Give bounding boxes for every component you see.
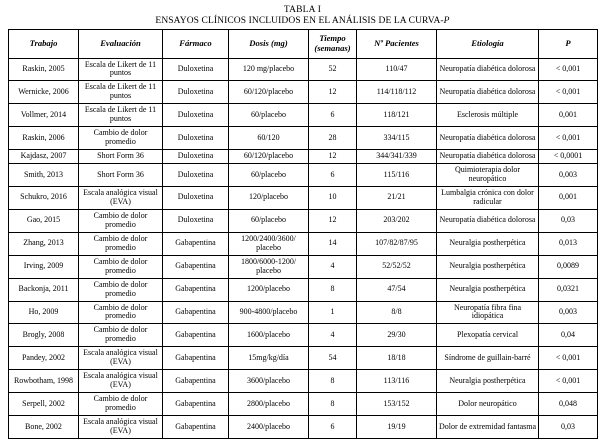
cell-evaluacion: Cambio de dolor promedio (79, 255, 163, 278)
cell-farmaco: Gabapentina (163, 416, 229, 439)
cell-dosis: 60/120/placebo (229, 150, 309, 164)
cell-evaluacion: Cambio de dolor promedio (79, 324, 163, 347)
cell-evaluacion: Escala de Likert de 11 puntos (79, 81, 163, 104)
cell-trabajo: Raskin, 2006 (9, 127, 79, 150)
cell-dosis: 60/120 (229, 127, 309, 150)
cell-etiologia: Quimioterapia dolor neuropático (437, 164, 539, 187)
cell-etiologia: Lumbalgia crónica con dolor radicular (437, 186, 539, 209)
cell-etiologia: Neuropatía diabética dolorosa (437, 81, 539, 104)
cell-p: < 0,001 (539, 370, 598, 393)
cell-dosis: 120 mg/placebo (229, 58, 309, 81)
cell-tiempo: 52 (309, 58, 357, 81)
cell-evaluacion: Cambio de dolor promedio (79, 232, 163, 255)
cell-tiempo: 12 (309, 81, 357, 104)
cell-etiologia: Neuralgia postherpética (437, 255, 539, 278)
cell-pacientes: 18/18 (357, 347, 437, 370)
cell-etiologia: Plexopatía cervical (437, 324, 539, 347)
cell-farmaco: Gabapentina (163, 278, 229, 301)
column-header-trabajo: Trabajo (9, 30, 79, 58)
cell-trabajo: Raskin, 2005 (9, 58, 79, 81)
cell-pacientes: 203/202 (357, 209, 437, 232)
cell-evaluacion: Short Form 36 (79, 164, 163, 187)
table-row (9, 232, 598, 255)
cell-etiologia: Neuralgia postherpética (437, 278, 539, 301)
cell-p: 0,0321 (539, 278, 598, 301)
cell-etiologia: Síndrome de guillain-barré (437, 347, 539, 370)
cell-etiologia: Dolor neuropático (437, 393, 539, 416)
cell-evaluacion: Escala de Likert de 11 puntos (79, 104, 163, 127)
cell-trabajo: Backonja, 2011 (9, 278, 79, 301)
cell-pacientes: 153/152 (357, 393, 437, 416)
cell-dosis: 120/placebo (229, 186, 309, 209)
cell-tiempo: 6 (309, 104, 357, 127)
cell-pacientes: 47/54 (357, 278, 437, 301)
column-header-etiologia: Etiología (437, 30, 539, 58)
cell-dosis: 1200/2400/3600/ placebo (229, 232, 309, 255)
cell-farmaco: Gabapentina (163, 255, 229, 278)
cell-pacientes: 107/82/87/95 (357, 232, 437, 255)
cell-tiempo: 8 (309, 278, 357, 301)
table-row (9, 150, 598, 164)
cell-farmaco: Duloxetina (163, 81, 229, 104)
cell-farmaco: Gabapentina (163, 232, 229, 255)
cell-tiempo: 6 (309, 416, 357, 439)
cell-evaluacion: Cambio de dolor promedio (79, 393, 163, 416)
cell-trabajo: Serpell, 2002 (9, 393, 79, 416)
table-row (9, 393, 598, 416)
cell-etiologia: Neuralgia postherpética (437, 232, 539, 255)
column-header-evaluacion: Evaluación (79, 30, 163, 58)
cell-trabajo: Ho, 2009 (9, 301, 79, 324)
cell-tiempo: 4 (309, 324, 357, 347)
cell-trabajo: Gao, 2015 (9, 209, 79, 232)
cell-p: 0,03 (539, 209, 598, 232)
cell-tiempo: 12 (309, 209, 357, 232)
cell-trabajo: Wernicke, 2006 (9, 81, 79, 104)
cell-pacientes: 334/115 (357, 127, 437, 150)
table-row (9, 186, 598, 209)
column-header-tiempo: Tiempo (semanas) (309, 30, 357, 58)
cell-evaluacion: Escala de Likert de 11 puntos (79, 58, 163, 81)
cell-p: 0,0089 (539, 255, 598, 278)
table-head (9, 30, 598, 58)
cell-pacientes: 8/8 (357, 301, 437, 324)
cell-pacientes: 52/52/52 (357, 255, 437, 278)
cell-tiempo: 10 (309, 186, 357, 209)
cell-trabajo: Kajdasz, 2007 (9, 150, 79, 164)
cell-p: 0,001 (539, 186, 598, 209)
cell-tiempo: 6 (309, 164, 357, 187)
cell-trabajo: Brogly, 2008 (9, 324, 79, 347)
cell-farmaco: Duloxetina (163, 127, 229, 150)
cell-dosis: 60/placebo (229, 209, 309, 232)
table-row (9, 370, 598, 393)
cell-p: < 0,001 (539, 81, 598, 104)
cell-tiempo: 8 (309, 393, 357, 416)
cell-etiologia: Neuropatía fibra fina idiopática (437, 301, 539, 324)
table-caption (8, 5, 597, 26)
cell-farmaco: Duloxetina (163, 58, 229, 81)
cell-trabajo: Zhang, 2013 (9, 232, 79, 255)
cell-trabajo: Schukro, 2016 (9, 186, 79, 209)
cell-farmaco: Duloxetina (163, 150, 229, 164)
cell-pacientes: 19/19 (357, 416, 437, 439)
cell-tiempo: 14 (309, 232, 357, 255)
cell-dosis: 60/120/placebo (229, 81, 309, 104)
cell-farmaco: Gabapentina (163, 370, 229, 393)
cell-dosis: 60/placebo (229, 164, 309, 187)
table-title (8, 16, 597, 27)
cell-evaluacion: Cambio de dolor promedio (79, 278, 163, 301)
cell-pacientes: 29/30 (357, 324, 437, 347)
cell-p: < 0,001 (539, 347, 598, 370)
table-row (9, 324, 598, 347)
cell-dosis: 15mg/kg/día (229, 347, 309, 370)
cell-trabajo: Rowbotham, 1998 (9, 370, 79, 393)
table-row (9, 416, 598, 439)
cell-etiologia: Neuropatía diabética dolorosa (437, 127, 539, 150)
cell-farmaco: Duloxetina (163, 209, 229, 232)
cell-trabajo: Vollmer, 2014 (9, 104, 79, 127)
table-row (9, 255, 598, 278)
cell-pacientes: 21/21 (357, 186, 437, 209)
column-header-pacientes: Nº Pacientes (357, 30, 437, 58)
table-row (9, 301, 598, 324)
cell-evaluacion: Escala analógica visual (EVA) (79, 416, 163, 439)
table-title-text: ENSAYOS CLÍNICOS INCLUIDOS EN EL ANÁLISIS DE LA CURVA- (155, 15, 444, 26)
cell-p: 0,03 (539, 416, 598, 439)
cell-farmaco: Duloxetina (163, 104, 229, 127)
cell-evaluacion: Cambio de dolor promedio (79, 209, 163, 232)
column-header-p: P (539, 30, 598, 58)
table-row (9, 278, 598, 301)
cell-p: < 0,001 (539, 127, 598, 150)
cell-etiologia: Neuropatía diabética dolorosa (437, 58, 539, 81)
cell-tiempo: 54 (309, 347, 357, 370)
column-header-dosis: Dosis (mg) (229, 30, 309, 58)
cell-p: 0,048 (539, 393, 598, 416)
cell-dosis: 2400/placebo (229, 416, 309, 439)
cell-dosis: 1800/6000-1200/ placebo (229, 255, 309, 278)
cell-etiologia: Neuralgia postherpética (437, 370, 539, 393)
table-title-italic: P (443, 15, 450, 26)
cell-p: 0,013 (539, 232, 598, 255)
column-header-farmaco: Fármaco (163, 30, 229, 58)
cell-farmaco: Gabapentina (163, 347, 229, 370)
table-number: TABLA I (283, 5, 322, 15)
cell-p: < 0,0001 (539, 150, 598, 164)
cell-tiempo: 8 (309, 370, 357, 393)
cell-dosis: 3600/placebo (229, 370, 309, 393)
cell-evaluacion: Cambio de dolor promedio (79, 127, 163, 150)
cell-farmaco: Duloxetina (163, 164, 229, 187)
cell-p: 0,04 (539, 324, 598, 347)
cell-trabajo: Pandey, 2002 (9, 347, 79, 370)
cell-pacientes: 110/47 (357, 58, 437, 81)
cell-etiologia: Esclerosis múltiple (437, 104, 539, 127)
cell-tiempo: 1 (309, 301, 357, 324)
cell-trabajo: Bone, 2002 (9, 416, 79, 439)
cell-p: < 0,001 (539, 58, 598, 81)
cell-dosis: 1600/placebo (229, 324, 309, 347)
table-header-row (9, 30, 598, 58)
table-row (9, 209, 598, 232)
cell-evaluacion: Escala analógica visual (EVA) (79, 186, 163, 209)
cell-evaluacion: Escala analógica visual (EVA) (79, 370, 163, 393)
cell-pacientes: 115/116 (357, 164, 437, 187)
table-row (9, 81, 598, 104)
cell-farmaco: Gabapentina (163, 393, 229, 416)
cell-tiempo: 4 (309, 255, 357, 278)
cell-p: 0,001 (539, 104, 598, 127)
cell-p: 0,003 (539, 301, 598, 324)
cell-etiologia: Dolor de extremidad fantasma (437, 416, 539, 439)
cell-dosis: 1200/placebo (229, 278, 309, 301)
cell-tiempo: 12 (309, 150, 357, 164)
table-row (9, 104, 598, 127)
cell-pacientes: 113/116 (357, 370, 437, 393)
cell-dosis: 900-4800/placebo (229, 301, 309, 324)
table-row (9, 58, 598, 81)
cell-trabajo: Smith, 2013 (9, 164, 79, 187)
clinical-trials-table (8, 29, 598, 439)
cell-evaluacion: Escala analógica visual (EVA) (79, 347, 163, 370)
cell-evaluacion: Short Form 36 (79, 150, 163, 164)
cell-tiempo: 28 (309, 127, 357, 150)
cell-farmaco: Duloxetina (163, 186, 229, 209)
cell-etiologia: Neuropatía diabética dolorosa (437, 209, 539, 232)
cell-etiologia: Neuropatía diabética dolorosa (437, 150, 539, 164)
table-row (9, 164, 598, 187)
cell-trabajo: Irving, 2009 (9, 255, 79, 278)
table-row (9, 127, 598, 150)
cell-p: 0,003 (539, 164, 598, 187)
cell-pacientes: 344/341/339 (357, 150, 437, 164)
table-body (9, 58, 598, 438)
cell-dosis: 60/placebo (229, 104, 309, 127)
cell-farmaco: Gabapentina (163, 301, 229, 324)
cell-pacientes: 114/118/112 (357, 81, 437, 104)
cell-evaluacion: Cambio de dolor promedio (79, 301, 163, 324)
table-row (9, 347, 598, 370)
cell-farmaco: Gabapentina (163, 324, 229, 347)
cell-pacientes: 118/121 (357, 104, 437, 127)
cell-dosis: 2800/placebo (229, 393, 309, 416)
